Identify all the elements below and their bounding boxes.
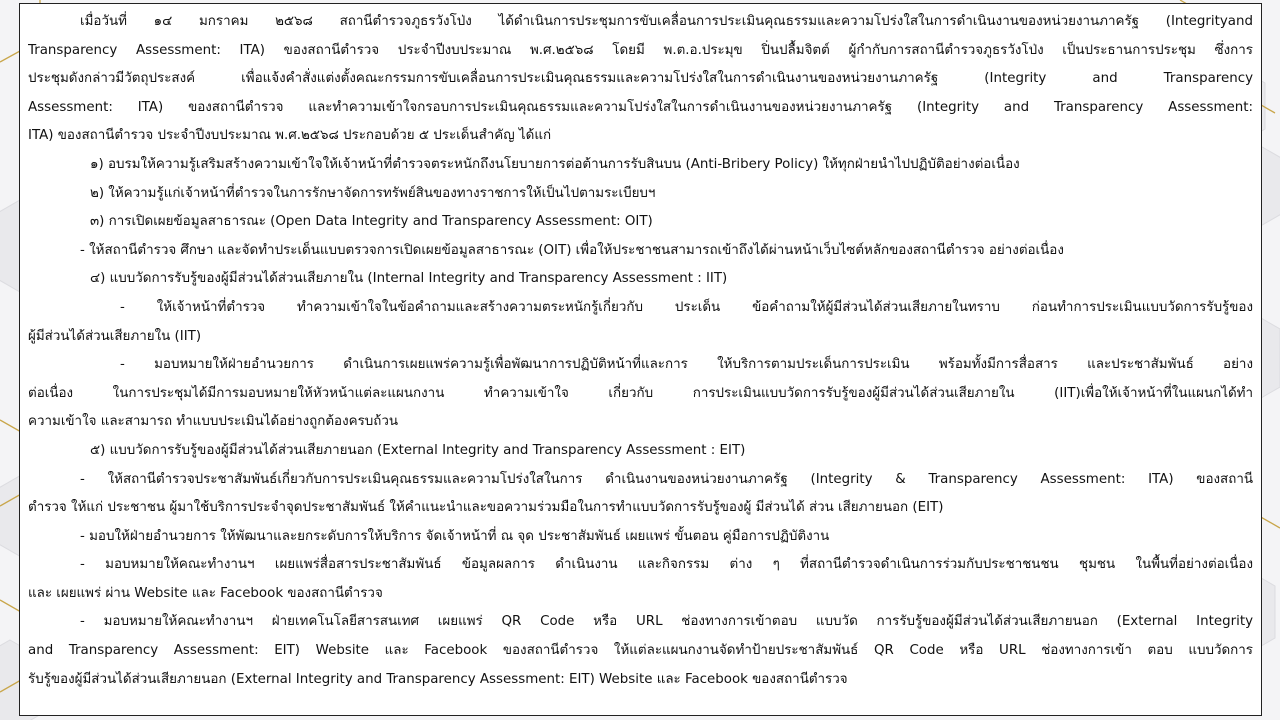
- document-line: รับรู้ของผู้มีส่วนได้ส่วนเสียภายนอก (External Integrity and Transparency Assessment: EIT) Website และ Facebook ของสถานีตำรวจ: [28, 671, 848, 687]
- document-line: ๑) อบรมให้ความรู้เสริมสร้างความเข้าใจให้เจ้าหน้าที่ตำรวจตระหนักถึงนโยบายการต่อต้านการรับสินบน (Anti-Bribery Policy) ให้ทุกฝ่ายนำไปปฏิบัติอย่างต่อเนื่อง: [90, 156, 1020, 172]
- document-line: ประชุมดังกล่าวมีวัตถุประสงค์ เพื่อแจ้งคำสั่งแต่งตั้งคณะกรรมการขับเคลื่อนการประเมินคุณธรรมและความโปร่งใสในการดำเนินงานของหน่วยงานภาครัฐ (Integrity and Transparency: [28, 71, 1253, 87]
- document-line: ITA) ของสถานีตำรวจ ประจำปีงบประมาณ พ.ศ.๒๕๖๘ ประกอบด้วย ๕ ประเด็นสำคัญ ได้แก่: [28, 128, 552, 144]
- document-line: เมื่อวันที่ ๑๔ มกราคม ๒๕๖๘ สถานีตำรวจภูธรวังโป่ง ได้ดำเนินการประชุมการขับเคลื่อนการประเมินคุณธรรมและความโปร่งใสในการดำเนินงานของหน่วยงานภาครัฐ (Integrityand: [80, 14, 1253, 29]
- document-line: - ให้เจ้าหน้าที่ตำรวจ ทำความเข้าใจในข้อคำถามและสร้างความตระหนักรู้เกี่ยวกับ ประเด็น ข้อคำถามให้ผู้มีส่วนได้ส่วนเสียภายในทราบ ก่อนทำการประเมินแบบวัดการรับรู้ของ: [120, 299, 1253, 315]
- document-line: - ให้สถานีตำรวจ ศึกษา และจัดทำประเด็นแบบตรวจการเปิดเผยข้อมูลสาธารณะ (OIT) เพื่อให้ประชาชนสามารถเข้าถึงได้ผ่านหน้าเว็บไซต์หลักของสถานีตำรวจ อย่างต่อเนื่อง: [80, 242, 1064, 258]
- document-line: - ให้สถานีตำรวจประชาสัมพันธ์เกี่ยวกับการประเมินคุณธรรมและความโปร่งใสในการ ดำเนินงานของหน่วยงานภาครัฐ (Integrity & Transparency Assessment: ITA) ของสถานี: [80, 471, 1253, 487]
- document-line: - มอบหมายให้คณะทำงานฯ ฝ่ายเทคโนโลยีสารสนเทศ เผยแพร่ QR Code หรือ URL ช่องทางการเข้าตอบ แบบวัด การรับรู้ของผู้มีส่วนได้ส่วนเสียภายนอก (External Integrity: [80, 614, 1253, 630]
- document-line: - มอบให้ฝ่ายอำนวยการ ให้พัฒนาและยกระดับการให้บริการ จัดเจ้าหน้าที่ ณ จุด ประชาสัมพันธ์ เผยแพร่ ขั้นตอน คู่มือการปฏิบัติงาน: [80, 528, 830, 544]
- document-line: ผู้มีส่วนได้ส่วนเสียภายใน (IIT): [28, 328, 202, 344]
- document-line: - มอบหมายให้คณะทำงานฯ เผยแพร่สื่อสารประชาสัมพันธ์ ข้อมูลผลการ ดำเนินงาน และกิจกรรม ต่าง ๆ ที่สถานีตำรวจดำเนินการร่วมกับประชาชนชน ชุมชน ในพื้นที่อย่างต่อเนื่อง: [80, 557, 1253, 573]
- document-line: Transparency Assessment: ITA) ของสถานีตำรวจ ประจำปีงบประมาณ พ.ศ.๒๕๖๘ โดยมี พ.ต.อ.ประมุข ปิ่นปลื้มจิตต์ ผู้กำกับการสถานีตำรวจภูธรวังโป่ง เป็นประธานการประชุม ซึ่งการ: [28, 42, 1253, 58]
- document-line: ๒) ให้ความรู้แก่เจ้าหน้าที่ตำรวจในการรักษาจัดการทรัพย์สินของทางราชการให้เป็นไปตามระเบียบฯ: [90, 185, 656, 201]
- document-line: ๔) แบบวัดการรับรู้ของผู้มีส่วนได้ส่วนเสียภายใน (Internal Integrity and Transparency Assessment : IIT): [90, 271, 728, 287]
- document-line: ๓) การเปิดเผยข้อมูลสาธารณะ (Open Data Integrity and Transparency Assessment: OIT): [90, 214, 653, 230]
- document-line: and Transparency Assessment: EIT) Website และ Facebook ของสถานีตำรวจ ให้แต่ละแผนกงานจัดทำป้ายประชาสัมพันธ์ QR Code หรือ URL ช่องทางการเข้า ตอบ แบบวัดการ: [28, 643, 1253, 659]
- document-line: Assessment: ITA) ของสถานีตำรวจ และทำความเข้าใจกรอบการประเมินคุณธรรมและความโปร่งใสในการดำเนินงานของหน่วยงานภาครัฐ (Integrity and Transparency Assessment:: [28, 99, 1253, 115]
- document-line: ตำรวจ ให้แก่ ประชาชน ผู้มาใช้บริการประจำจุดประชาสัมพันธ์ ให้คำแนะนำและขอความร่วมมือในการทำแบบวัดการรับรู้ของผู้ มีส่วนได้ ส่วน เสียภายนอก (EIT): [28, 500, 944, 516]
- document-line: ต่อเนื่อง ในการประชุมได้มีการมอบหมายให้หัวหน้าแต่ละแผนกงาน ทำความเข้าใจ เกี่ยวกับ การประเมินแบบวัดการรับรู้ของผู้มีส่วนได้ส่วนเสียภายใน (IIT)เพื่อให้เจ้าหน้าที่ในแผนกได้ทำ: [28, 385, 1253, 401]
- document-line: ๕) แบบวัดการรับรู้ของผู้มีส่วนได้ส่วนเสียภายนอก (External Integrity and Transparency Assessment : EIT): [90, 442, 746, 458]
- document-line: ความเข้าใจ และสามารถ ทำแบบประเมินได้อย่างถูกต้องครบถ้วน: [28, 414, 399, 430]
- document-line: และ เผยแพร่ ผ่าน Website และ Facebook ของสถานีตำรวจ: [28, 585, 383, 601]
- document-line: - มอบหมายให้ฝ่ายอำนวยการ ดำเนินการเผยแพร่ความรู้เพื่อพัฒนาการปฏิบัติหน้าที่และการ ให้บริการตามประเด็นการประเมิน พร้อมทั้งมีการสื่อสาร และประชาสัมพันธ์ อย่าง: [120, 357, 1253, 373]
- document-page: [19, 3, 1262, 716]
